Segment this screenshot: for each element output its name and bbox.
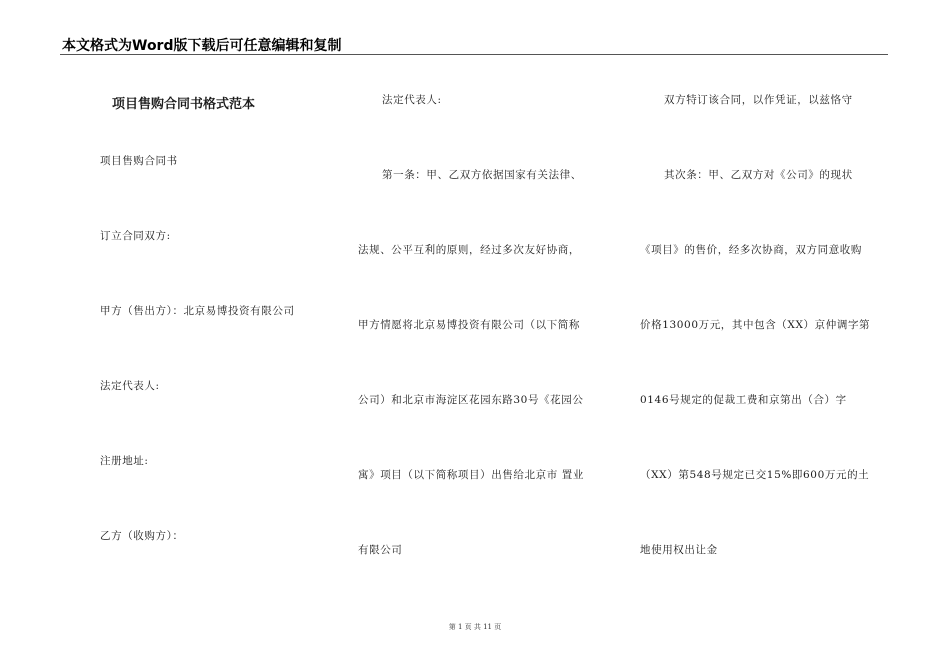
left-column-line: 注册地址: [100,455,149,467]
right-column-line: 《项目》的售价，经多次协商，双方同意收购 [640,244,862,256]
page-header: 本文格式为Word版下载后可任意编辑和复制 [62,38,342,54]
right-column-line: 双方特订该合同，以作凭证，以兹恪守 [664,94,853,106]
document-title: 项目售购合同书格式范本 [112,97,256,112]
left-column-line: 甲方（售出方）：北京易博投资有限公司 [100,305,295,317]
middle-column-line: 法定代表人: [382,94,442,106]
right-column-line: 0146号规定的促裁工费和京第出（合）字 [640,394,847,406]
middle-column-line: 法规、公平互利的原则，经过多次友好协商， [358,244,580,256]
right-column-line: 其次条：甲、乙双方对《公司》的现状 [664,169,853,181]
middle-column-line: 第一条：甲、乙双方依据国家有关法律、 [382,169,582,181]
middle-column-line: 寓》项目（以下简称项目）出售给北京市 置业 [358,469,584,481]
right-column-line: 地使用权出让金 [640,544,718,556]
middle-column-line: 公司）和北京市海淀区花园东路30号《花园公 [358,394,584,406]
middle-column-line: 甲方情愿将北京易博投资有限公司（以下简称 [358,319,580,331]
left-column-line: 订立合同双方: [100,230,171,242]
left-column-line: 乙方（收购方）： [100,530,184,542]
middle-column-line: 有限公司 [358,544,403,556]
right-column-line: （XX）第548号规定已交15%即600万元的土 [640,469,870,481]
left-column-line: 项目售购合同书 [100,155,178,167]
left-column-line: 法定代表人: [100,380,160,392]
header-divider [60,54,888,55]
right-column-line: 价格13000万元，其中包含（XX）京仲调字第 [640,319,871,331]
page-number: 第 1 页 共 11 页 [448,623,502,631]
